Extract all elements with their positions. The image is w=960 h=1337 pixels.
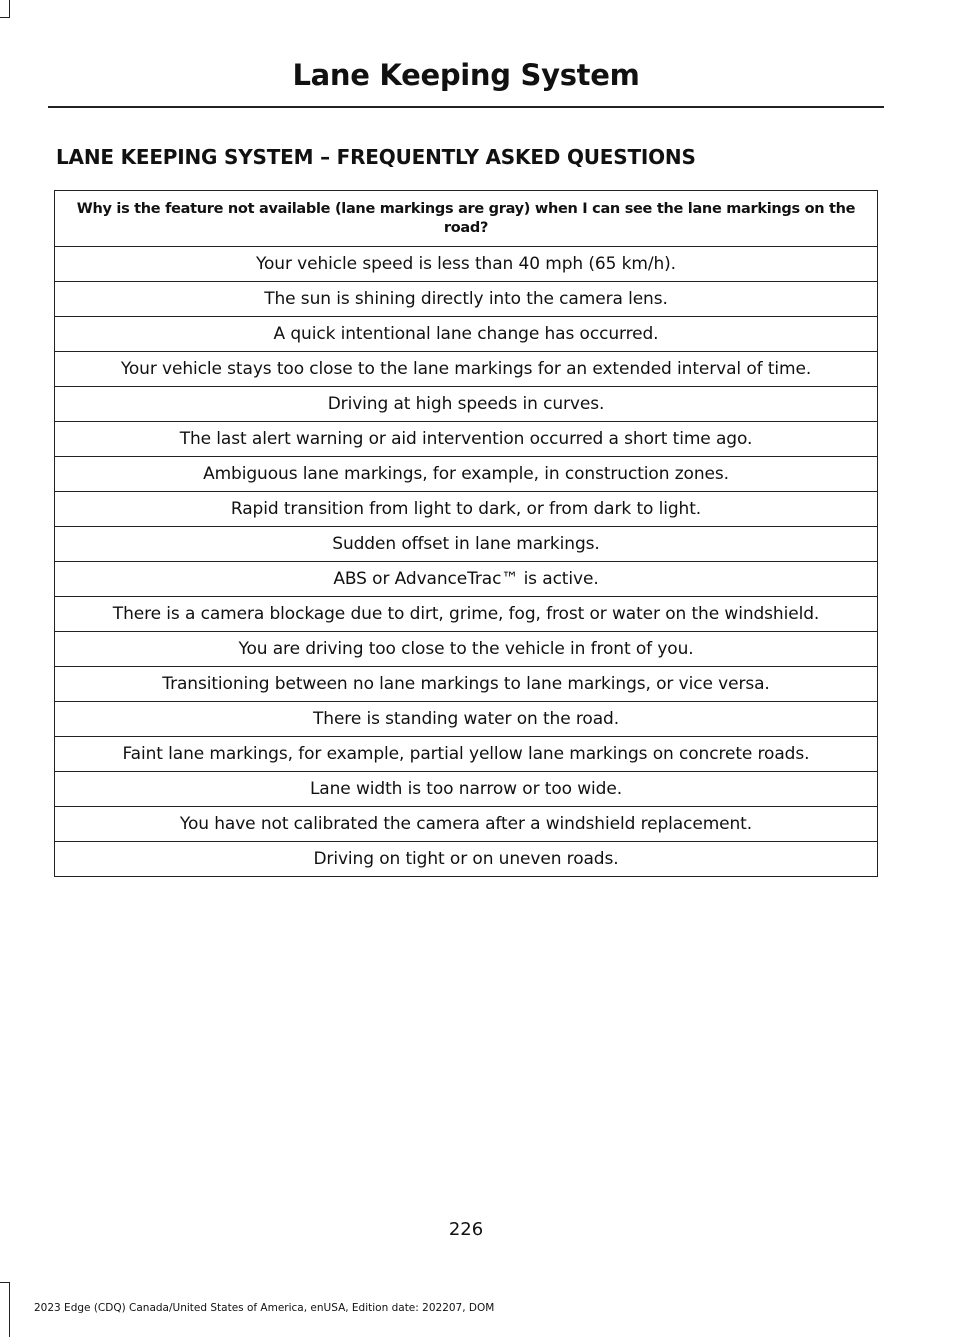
table-row xyxy=(55,632,878,667)
faq-answer-cell: The sun is shining directly into the camera lens. xyxy=(55,282,878,317)
table-row xyxy=(55,807,878,842)
faq-answer-cell: You are driving too close to the vehicle in front of you. xyxy=(55,632,878,667)
crop-mark-top-left xyxy=(9,0,10,18)
table-row xyxy=(55,562,878,597)
table-row xyxy=(55,737,878,772)
table-row xyxy=(55,702,878,737)
page-number: 226 xyxy=(448,1219,484,1240)
table-row xyxy=(55,352,878,387)
faq-answer-cell: A quick intentional lane change has occurred. xyxy=(55,317,878,352)
faq-answer-cell: The last alert warning or aid intervention occurred a short time ago. xyxy=(55,422,878,457)
faq-table xyxy=(54,190,878,877)
table-row xyxy=(55,247,878,282)
page-title: Lane Keeping System xyxy=(292,58,640,92)
table-row xyxy=(55,282,878,317)
crop-mark-top-left-h xyxy=(0,17,10,18)
table-header-row xyxy=(55,191,878,247)
crop-mark-bottom-left-h xyxy=(0,1282,10,1283)
table-row xyxy=(55,457,878,492)
table-row xyxy=(55,842,878,877)
faq-answer-cell: Lane width is too narrow or too wide. xyxy=(55,772,878,807)
faq-answer-cell: Driving on tight or on uneven roads. xyxy=(55,842,878,877)
faq-question: Why is the feature not available (lane markings are gray) when I can see the lane markings on the road? xyxy=(55,191,878,247)
crop-mark-bottom-left xyxy=(9,1282,10,1337)
table-row xyxy=(55,492,878,527)
faq-answer-cell: Transitioning between no lane markings to lane markings, or vice versa. xyxy=(55,667,878,702)
edition-footer: 2023 Edge (CDQ) Canada/United States of America, enUSA, Edition date: 202207, DOM xyxy=(34,1302,495,1314)
faq-answer-cell: Sudden offset in lane markings. xyxy=(55,527,878,562)
table-row xyxy=(55,597,878,632)
table-row xyxy=(55,772,878,807)
faq-answer-cell: There is a camera blockage due to dirt, grime, fog, frost or water on the windshield. xyxy=(55,597,878,632)
faq-answer-cell: There is standing water on the road. xyxy=(55,702,878,737)
faq-answer-cell: Rapid transition from light to dark, or from dark to light. xyxy=(55,492,878,527)
faq-answer-cell: Your vehicle speed is less than 40 mph (65 km/h). xyxy=(55,247,878,282)
faq-answer-cell: Your vehicle stays too close to the lane markings for an extended interval of time. xyxy=(55,352,878,387)
table-row xyxy=(55,387,878,422)
header-divider xyxy=(48,106,884,108)
table-row xyxy=(55,527,878,562)
section-heading: LANE KEEPING SYSTEM – FREQUENTLY ASKED QUESTIONS xyxy=(56,145,696,169)
faq-answer-cell: Faint lane markings, for example, partial yellow lane markings on concrete roads. xyxy=(55,737,878,772)
table-row xyxy=(55,422,878,457)
faq-answer-cell: Ambiguous lane markings, for example, in construction zones. xyxy=(55,457,878,492)
faq-answer-cell: ABS or AdvanceTrac™ is active. xyxy=(55,562,878,597)
table-row xyxy=(55,317,878,352)
faq-answer-cell: Driving at high speeds in curves. xyxy=(55,387,878,422)
table-row xyxy=(55,667,878,702)
faq-answer-cell: You have not calibrated the camera after a windshield replacement. xyxy=(55,807,878,842)
